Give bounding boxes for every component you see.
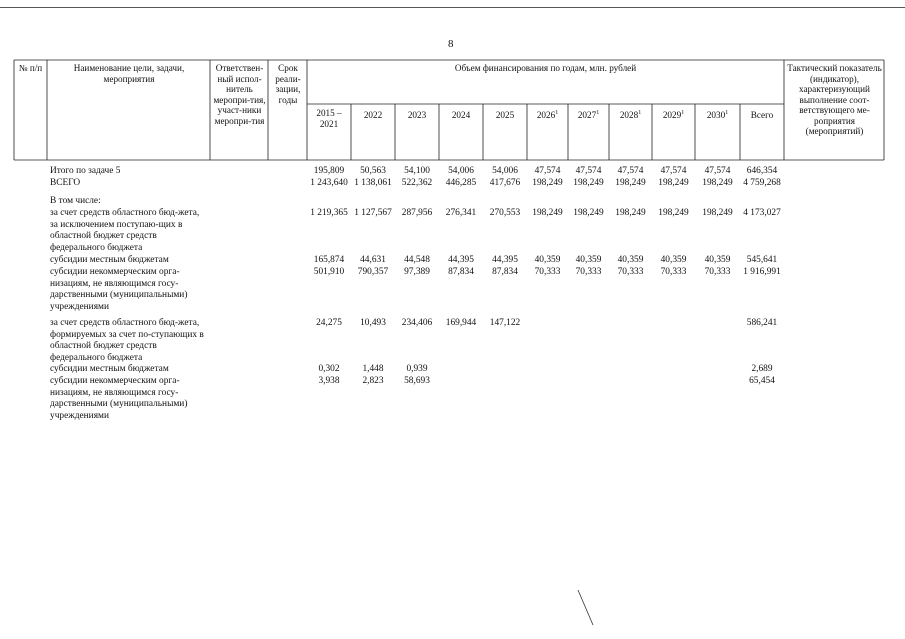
row-value: 54,100 — [404, 166, 430, 176]
row-value: 270,553 — [489, 208, 521, 218]
header-year-2: 2023 — [407, 110, 427, 120]
row-value: 198,249 — [532, 178, 563, 188]
row-value: 50,563 — [360, 166, 386, 176]
row-value: 4 759,268 — [743, 178, 781, 188]
row-value: 70,333 — [575, 267, 602, 277]
header-col-term: Срок реали-зации, годы — [275, 63, 301, 105]
row-value: 1 127,567 — [354, 208, 392, 218]
row-label: субсидии некоммерческим орга-низациям, не являющимся госу-дарственными (муниципальными) учреждениями — [50, 376, 188, 421]
row-label: субсидии некоммерческим орга-низациям, не являющимся госу-дарственными (муниципальными) учреждениями — [50, 267, 188, 312]
row-value: 287,956 — [401, 208, 433, 218]
row-value: 54,006 — [492, 166, 518, 176]
row-value: 522,362 — [401, 178, 433, 188]
year-footnote-mark: 1 — [596, 109, 600, 116]
year-footnote-mark: 1 — [638, 109, 642, 116]
row-value: 47,574 — [575, 166, 602, 176]
row-label: субсидии местным бюджетам — [50, 364, 169, 374]
row-value: 2,823 — [362, 376, 384, 386]
row-value: 198,249 — [702, 178, 733, 188]
header-year-5: 2026$^1$ — [536, 109, 559, 120]
row-value: 1 243,640 — [310, 178, 348, 188]
row-label: ВСЕГО — [50, 178, 81, 188]
row-label: субсидии местным бюджетам — [50, 255, 169, 265]
year-footnote-mark: 1 — [681, 109, 685, 116]
row-value: 169,944 — [445, 318, 477, 328]
row-value: 44,395 — [448, 255, 474, 265]
row-value: 446,285 — [445, 178, 477, 188]
header-year-3: 2024 — [451, 110, 471, 120]
year-footnote-mark: 1 — [555, 109, 559, 116]
row-value: 58,693 — [404, 376, 430, 386]
row-value: 147,122 — [489, 318, 521, 328]
row-value: 70,333 — [534, 267, 561, 277]
row-value: 44,631 — [360, 255, 386, 265]
row-value: 3,938 — [318, 376, 340, 386]
row-label: В том числе: — [50, 196, 101, 206]
year-footnote-mark: 1 — [725, 109, 729, 116]
row-value: 70,333 — [617, 267, 644, 277]
row-value: 276,341 — [445, 208, 477, 218]
row-value: 1,448 — [362, 364, 384, 374]
row-value: 198,249 — [532, 208, 563, 218]
row-value: 47,574 — [660, 166, 687, 176]
row-value: 97,389 — [404, 267, 430, 277]
row-value: 198,249 — [573, 208, 604, 218]
row-value: 44,548 — [404, 255, 430, 265]
row-value: 545,641 — [746, 255, 778, 265]
row-value: 198,249 — [573, 178, 604, 188]
row-value: 586,241 — [746, 318, 778, 328]
row-value: 65,454 — [749, 376, 775, 386]
page-number: 8 — [448, 38, 454, 50]
row-value: 501,910 — [313, 267, 345, 277]
row-value: 40,359 — [534, 255, 561, 265]
row-value: 4 173,027 — [743, 208, 781, 218]
row-value: 1 916,991 — [743, 267, 781, 277]
row-value: 47,574 — [617, 166, 644, 176]
header-year-0: 2015 – 2021 — [316, 108, 342, 129]
row-label: за счет средств областного бюд-жета, формируемых за счет по-ступающих в областной бюджет средств федерального бюджета — [50, 318, 204, 363]
row-value: 165,874 — [313, 255, 345, 265]
row-label: Итого по задаче 5 — [50, 166, 121, 176]
row-value: 1 138,061 — [354, 178, 392, 188]
row-value: 44,395 — [492, 255, 518, 265]
row-value: 195,809 — [313, 166, 345, 176]
header-col-responsible: Ответствен-ный испол-нитель меропри-тия, участ-ники меропри-тия — [213, 63, 266, 126]
row-value: 417,676 — [489, 178, 521, 188]
header-year-8: 2029$^1$ — [662, 109, 685, 120]
row-value: 0,939 — [406, 364, 428, 374]
row-value: 198,249 — [702, 208, 733, 218]
header-year-10: Всего — [750, 110, 774, 120]
header-col-name: Наименование цели, задачи, мероприятия — [73, 63, 185, 84]
row-value: 234,406 — [401, 318, 433, 328]
row-value: 198,249 — [658, 178, 689, 188]
row-value: 47,574 — [534, 166, 561, 176]
row-value: 40,359 — [704, 255, 731, 265]
header-col-number: № п/п — [18, 63, 43, 73]
row-value: 70,333 — [704, 267, 731, 277]
row-value: 87,834 — [492, 267, 518, 277]
header-year-1: 2022 — [363, 110, 383, 120]
row-value: 2,689 — [751, 364, 773, 374]
row-value: 198,249 — [658, 208, 689, 218]
row-value: 47,574 — [704, 166, 731, 176]
header-year-9: 2030$^1$ — [706, 109, 729, 120]
row-label: за счет средств областного бюд-жета, за исключением поступаю-щих в областной бюджет средств федерального бюджета — [50, 208, 200, 253]
row-value: 87,834 — [448, 267, 474, 277]
header-col-indicator: Тактический показатель (индикатор), характеризующий выполнение соот-ветствующего ме-роприятия (мероприятий) — [787, 63, 882, 136]
row-value: 70,333 — [660, 267, 687, 277]
header-year-7: 2028$^1$ — [619, 109, 642, 120]
row-value: 54,006 — [448, 166, 474, 176]
row-value: 198,249 — [615, 208, 646, 218]
header-col-volume: Объем финансирования по годам, млн. рублей — [454, 63, 637, 73]
row-value: 790,357 — [357, 267, 389, 277]
header-year-6: 2027$^1$ — [577, 109, 600, 120]
row-value: 646,354 — [746, 166, 778, 176]
row-value: 40,359 — [660, 255, 687, 265]
row-value: 1 219,365 — [310, 208, 348, 218]
row-value: 40,359 — [575, 255, 602, 265]
row-value: 0,302 — [318, 364, 340, 374]
row-value: 10,493 — [360, 318, 386, 328]
row-value: 40,359 — [617, 255, 644, 265]
header-year-4: 2025 — [495, 110, 515, 120]
row-value: 24,275 — [316, 318, 342, 328]
row-value: 198,249 — [615, 178, 646, 188]
